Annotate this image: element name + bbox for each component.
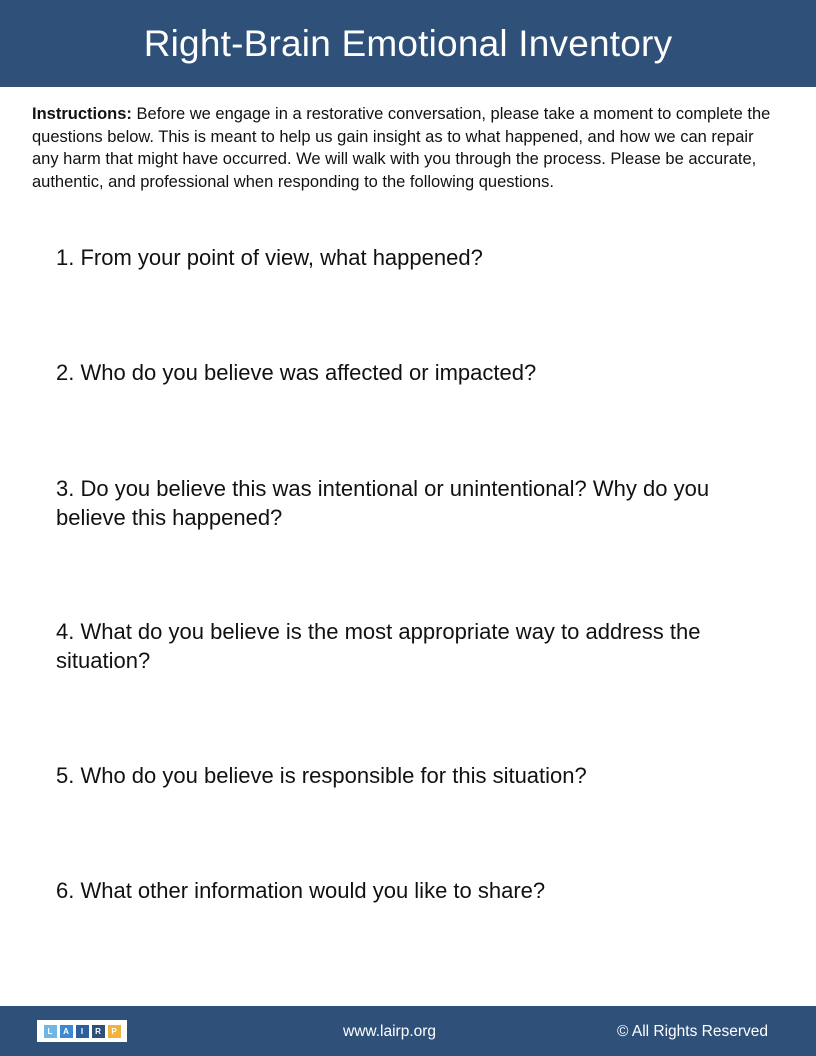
logo-tile-p: P xyxy=(108,1025,121,1038)
question-1: 1. From your point of view, what happened? xyxy=(56,245,483,270)
instructions-text: Before we engage in a restorative conversation, please take a moment to complete the questions below. This is meant to help us gain insight as to what happened, and how we can repair any harm that might have occurred. We will walk with you through the process. Please be accurate, authentic, and professional when responding to the following questions. xyxy=(32,105,771,191)
page-title: Right-Brain Emotional Inventory xyxy=(143,22,673,64)
question-2: 2. Who do you believe was affected or impacted? xyxy=(56,360,537,385)
logo-tile-r: R xyxy=(92,1025,105,1038)
footer-copyright: © All Rights Reserved xyxy=(617,1023,768,1040)
logo-tile-l: L xyxy=(44,1025,57,1038)
page-header xyxy=(0,0,816,87)
question-6: 6. What other information would you like to share? xyxy=(56,878,546,903)
logo-tile-i: I xyxy=(76,1025,89,1038)
footer-url[interactable]: www.lairp.org xyxy=(343,1023,437,1040)
instructions-paragraph xyxy=(32,103,784,193)
question-3: 3. Do you believe this was intentional or unintentional? Why do you believe this happened? xyxy=(56,476,710,530)
logo-tile-a: A xyxy=(60,1025,73,1038)
lairp-logo xyxy=(37,1020,127,1042)
question-4: 4. What do you believe is the most appropriate way to address the situation? xyxy=(56,619,701,673)
instructions-label: Instructions: xyxy=(32,105,132,123)
page-footer xyxy=(0,1006,816,1056)
question-5: 5. Who do you believe is responsible for this situation? xyxy=(56,763,587,788)
